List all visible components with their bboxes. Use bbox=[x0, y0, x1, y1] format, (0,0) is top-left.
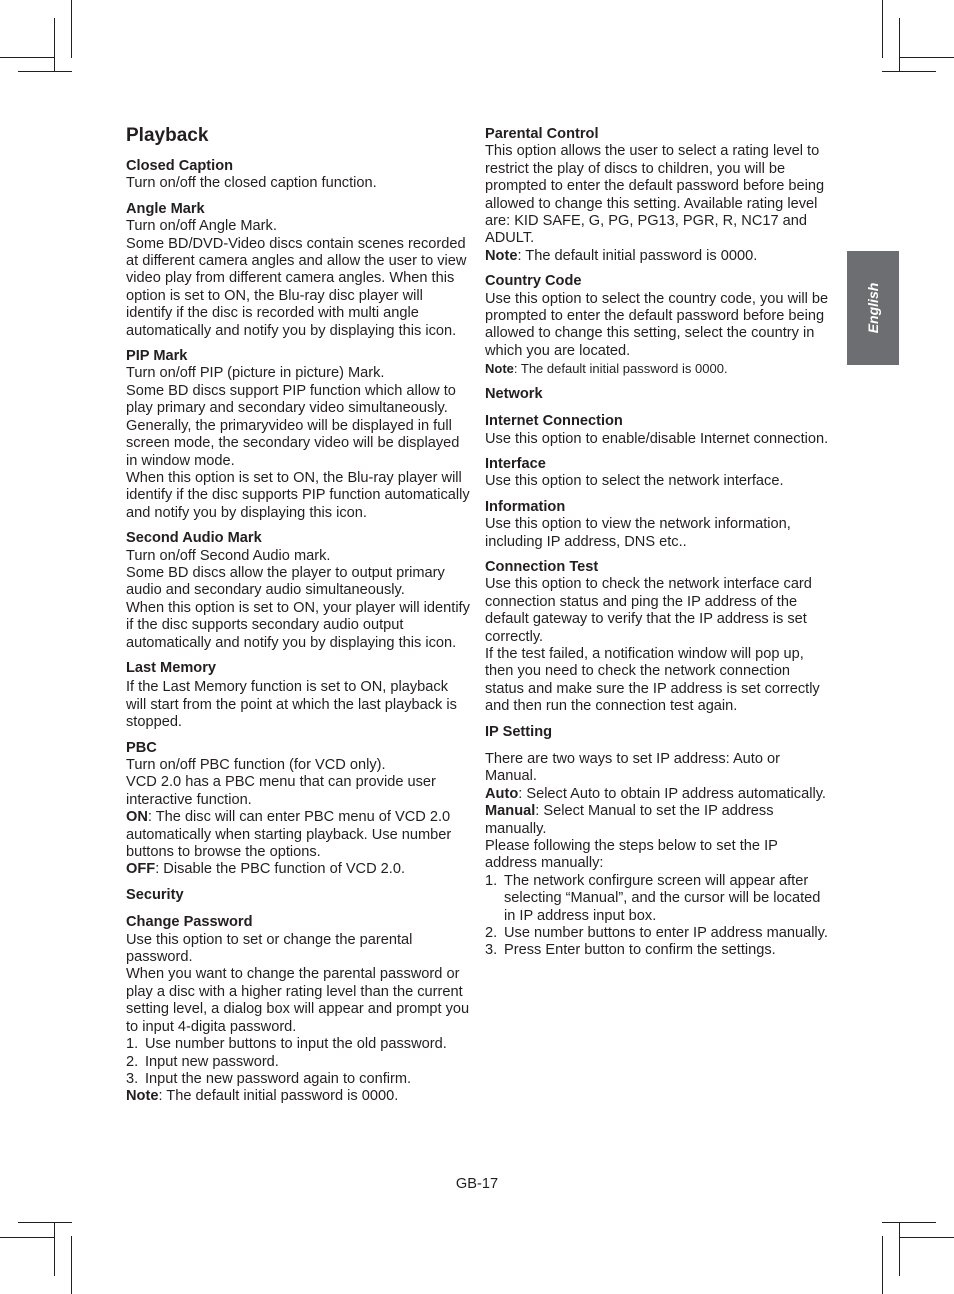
crop-mark bbox=[899, 57, 954, 58]
crop-mark bbox=[882, 1236, 883, 1294]
pip-mark-text: Turn on/off PIP (picture in picture) Mark. bbox=[126, 365, 385, 382]
information-text: Use this option to view the network information, including IP address, DNS etc.. bbox=[485, 516, 791, 550]
parental-control-note: Note: The default initial password is 0000. bbox=[485, 247, 758, 264]
ip-setting-steps-intro: Please following the steps below to set the IP address manually: bbox=[485, 838, 778, 872]
list-item: 3. Press Enter button to confirm the settings. bbox=[485, 942, 776, 959]
closed-caption-text: Turn on/off the closed caption function. bbox=[126, 175, 377, 192]
country-code-section bbox=[485, 273, 830, 377]
second-audio-text: Turn on/off Second Audio mark. bbox=[126, 547, 331, 564]
last-memory-text: If the Last Memory function is set to ON, playback will start from the point at which the last playback is stopped. bbox=[126, 679, 457, 731]
interface-heading: Interface bbox=[485, 455, 546, 472]
parental-control-section bbox=[485, 126, 830, 265]
language-tab bbox=[847, 251, 899, 365]
change-password-steps bbox=[126, 1036, 471, 1088]
closed-caption-heading: Closed Caption bbox=[126, 158, 234, 174]
page-number: GB-17 bbox=[455, 1176, 499, 1192]
second-audio-heading: Second Audio Mark bbox=[126, 530, 262, 547]
crop-mark bbox=[0, 57, 55, 58]
country-code-text: Use this option to select the country code, you will be prompted to enter the default password before being allowed to change this setting, select the country in which you are located. bbox=[485, 290, 829, 359]
pbc-on-label: ON bbox=[126, 809, 148, 826]
crop-mark bbox=[18, 71, 72, 72]
angle-mark-text: Some BD/DVD-Video discs contain scenes recorded at different camera angles and allow the user to view video play from different camera angles. When this option is set to ON, the Blu-ray disc player will identify if the disc is recorded with multi angle automatically and notify you by displaying this icon. bbox=[126, 235, 467, 339]
last-memory-section bbox=[126, 660, 471, 732]
ip-setting-auto: Auto: Select Auto to obtain IP address automatically. bbox=[485, 785, 826, 802]
crop-mark bbox=[0, 1237, 55, 1238]
country-code-heading: Country Code bbox=[485, 273, 582, 290]
pbc-on-text bbox=[126, 809, 471, 861]
information-section bbox=[485, 499, 830, 551]
crop-mark bbox=[18, 1222, 72, 1223]
parental-control-heading: Parental Control bbox=[485, 126, 599, 142]
pip-mark-text: When this option is set to ON, the Blu-ray player will identify if the disc supports PIP function automatically and notify you by displaying this icon. bbox=[126, 469, 470, 521]
second-audio-text: Some BD discs allow the player to output primary audio and secondary audio simultaneously. bbox=[126, 564, 445, 599]
angle-mark-heading: Angle Mark bbox=[126, 200, 205, 217]
ip-setting-steps bbox=[485, 873, 830, 960]
connection-test-text: If the test failed, a notification window will pop up, then you need to check the network connection status and make sure the IP address is set correctly and then run the connection test again. bbox=[485, 645, 820, 715]
angle-mark-text: Turn on/off Angle Mark. bbox=[126, 218, 277, 235]
information-heading: Information bbox=[485, 498, 566, 515]
pbc-on-desc: : The disc will can enter PBC menu of VCD 2.0 automatically when starting playback. Use number buttons to browse the options. bbox=[126, 809, 452, 861]
list-item: 1. Use number buttons to input the old password. bbox=[126, 1036, 447, 1053]
ip-setting-manual: Manual: Select Manual to set the IP address manually. bbox=[485, 803, 774, 837]
second-audio-text: When this option is set to ON, your player will identify if the disc supports secondary audio output automatically and notify you by displaying this icon. bbox=[126, 599, 470, 651]
crop-mark bbox=[54, 1222, 55, 1276]
crop-mark bbox=[71, 1236, 72, 1294]
crop-mark bbox=[899, 18, 900, 72]
list-item: 2. Input new password. bbox=[126, 1053, 279, 1070]
second-audio-section bbox=[126, 530, 471, 652]
parental-control-text: This option allows the user to select a rating level to restrict the play of discs to children, you will be prompted to enter the default password before being allowed to change this setting. Available rating level are: KID SAFE, G, PG, PG13, PGR, R, NC17 and ADULT. bbox=[485, 143, 825, 247]
crop-mark bbox=[54, 18, 55, 72]
pip-mark-heading: PIP Mark bbox=[126, 348, 188, 365]
crop-mark bbox=[882, 1222, 936, 1223]
network-heading: Network bbox=[485, 385, 543, 402]
security-heading: Security bbox=[126, 886, 184, 903]
language-tab-label: English bbox=[865, 282, 881, 334]
pbc-off-text bbox=[126, 861, 471, 878]
change-password-text: Use this option to set or change the parental password. bbox=[126, 931, 413, 966]
country-code-note: Note: The default initial password is 0000. bbox=[485, 361, 728, 377]
security-section bbox=[126, 887, 471, 1106]
closed-caption-section bbox=[126, 158, 471, 193]
crop-mark bbox=[882, 0, 883, 58]
connection-test-heading: Connection Test bbox=[485, 558, 599, 575]
ip-setting-section bbox=[485, 724, 830, 960]
connection-test-text: Use this option to check the network interface card connection status and ping the IP address of the default gateway to verify that the IP address is set correctly. bbox=[485, 576, 812, 645]
right-column bbox=[485, 126, 830, 968]
pbc-heading: PBC bbox=[126, 739, 157, 756]
pbc-text: VCD 2.0 has a PBC menu that can provide user interactive function. bbox=[126, 774, 436, 808]
angle-mark-section bbox=[126, 201, 471, 340]
change-password-heading: Change Password bbox=[126, 914, 253, 931]
section-title-playback: Playback bbox=[126, 125, 209, 146]
crop-mark bbox=[882, 71, 936, 72]
left-column bbox=[126, 124, 471, 1114]
pip-mark-section bbox=[126, 348, 471, 522]
change-password-text: When you want to change the parental password or play a disc with a higher rating level than the current setting level, a dialog box will appear and prompt you to input 4-digita password. bbox=[126, 966, 470, 1035]
interface-section bbox=[485, 456, 830, 491]
network-section bbox=[485, 386, 830, 448]
ip-setting-intro: There are two ways to set IP address: Auto or Manual. bbox=[485, 751, 780, 785]
interface-text: Use this option to select the network interface. bbox=[485, 473, 784, 490]
crop-mark bbox=[71, 0, 72, 58]
internet-connection-text: Use this option to enable/disable Internet connection. bbox=[485, 430, 829, 447]
pbc-off-desc: : Disable the PBC function of VCD 2.0. bbox=[155, 861, 406, 878]
pbc-section bbox=[126, 740, 471, 879]
internet-connection-heading: Internet Connection bbox=[485, 413, 623, 430]
pbc-text: Turn on/off PBC function (for VCD only). bbox=[126, 757, 386, 773]
list-item: 2. Use number buttons to enter IP address manually. bbox=[485, 925, 828, 942]
pbc-off-label: OFF bbox=[126, 861, 156, 878]
change-password-note: Note: The default initial password is 0000. bbox=[126, 1088, 399, 1105]
last-memory-heading: Last Memory bbox=[126, 659, 217, 676]
crop-mark bbox=[899, 1222, 900, 1276]
list-item: 3. Input the new password again to confirm. bbox=[126, 1070, 412, 1087]
ip-setting-heading: IP Setting bbox=[485, 723, 553, 740]
list-item: 1. The network confirgure screen will appear after selecting “Manual”, and the cursor will be located in IP address input box. bbox=[485, 872, 821, 924]
pip-mark-text: Some BD discs support PIP function which allow to play primary and secondary video simultaneously. Generally, the primaryvideo will be displayed in full screen mode, the secondary video will be displayed in window mode. bbox=[126, 382, 460, 469]
connection-test-section bbox=[485, 559, 830, 716]
crop-mark bbox=[899, 1237, 954, 1238]
